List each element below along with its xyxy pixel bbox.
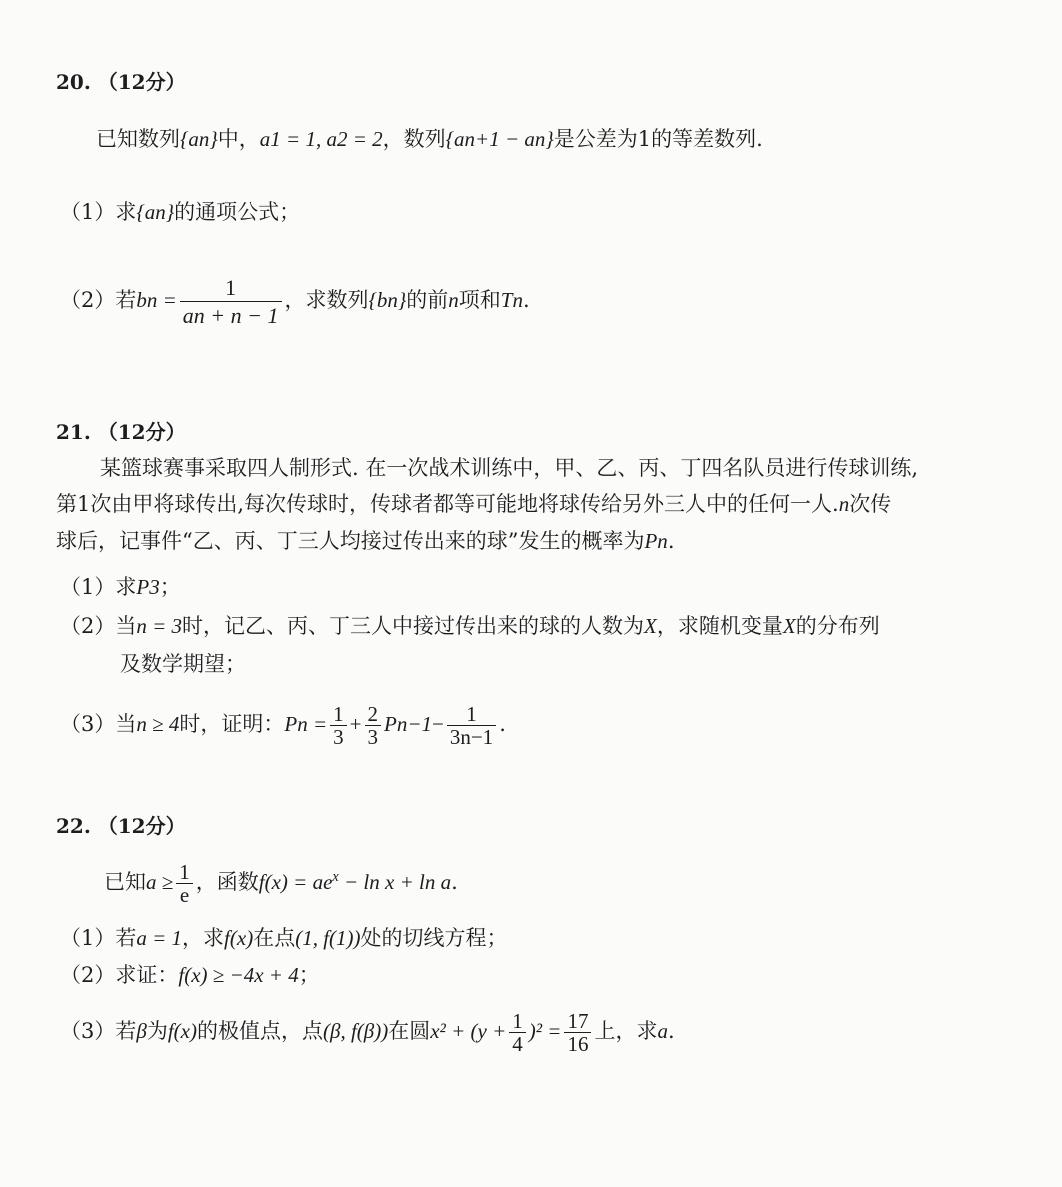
q20-heading: 20. （12分） xyxy=(56,70,186,94)
q21-part1: （1）求P3； xyxy=(60,575,181,599)
q22-fraction-one-over-e: $\frac{1}{e}$ xyxy=(176,861,193,906)
q22-part2: （2）求证：f(x) ≥ −4x + 4； xyxy=(60,963,320,987)
q22-part1: （1）若a = 1，求f(x)在点(1, f(1))处的切线方程； xyxy=(60,926,508,950)
q20-part2: （2）若bn = $\frac{1}{an + n - 1}$ ，求数列{bn}的前n项和Tn. xyxy=(60,274,530,328)
q21-fraction-one-third: $\frac{1}{3}$ xyxy=(330,703,347,748)
q22-heading: 22. （12分） xyxy=(56,814,186,838)
q21-part3: （3）当n ≥ 4时，证明：Pn = $\frac{1}{3}$ + $\frac{2}{3}$ Pn−1− $\frac{1}{3n-1}$ . xyxy=(60,701,506,749)
q22-fraction-quarter: $\frac{1}{4}$ xyxy=(509,1010,526,1055)
q20-intro: 已知数列{an}中，a1 = 1, a2 = 2，数列{an+1 − an}是公差为1的等差数列. xyxy=(96,127,763,151)
q22-part3: （3）若β为f(x)的极值点，点(β, f(β))在圆x² + (y + $\frac{1}{4}$ )² = $\frac{17}{16}$ 上，求a. xyxy=(60,1008,675,1056)
q21-text-line1: 某篮球赛事采取四人制形式. 在一次战术训练中，甲、乙、丙、丁四名队员进行传球训练, xyxy=(100,456,919,480)
q20-fraction: $\frac{1}{an + n - 1}$ xyxy=(180,276,282,327)
q21-fraction-two-thirds: $\frac{2}{3}$ xyxy=(365,703,382,748)
q22-fraction-radius: $\frac{17}{16}$ xyxy=(564,1010,591,1055)
q20-part1: （1）求{an}的通项公式； xyxy=(60,200,301,224)
q21-fraction-power: $\frac{1}{3n-1}$ xyxy=(447,703,496,748)
q21-text-line3: 球后，记事件“乙、丙、丁三人均接过传出来的球”发生的概率为Pn. xyxy=(56,529,675,553)
q22-intro: 已知a ≥ $\frac{1}{e}$ ，函数$f(x) = ae^x - \ln x + \ln a$. xyxy=(104,859,458,907)
q21-part2: （2）当n = 3时，记乙、丙、丁三人中接过传出来的球的人数为X，求随机变量X的分布列 xyxy=(60,614,880,638)
q21-heading: 21. （12分） xyxy=(56,420,186,444)
q21-part2-continued: 及数学期望； xyxy=(120,652,246,676)
q21-text-line2: 第1次由甲将球传出,每次传球时，传球者都等可能地将球传给另外三人中的任何一人.n次传 xyxy=(56,492,892,516)
